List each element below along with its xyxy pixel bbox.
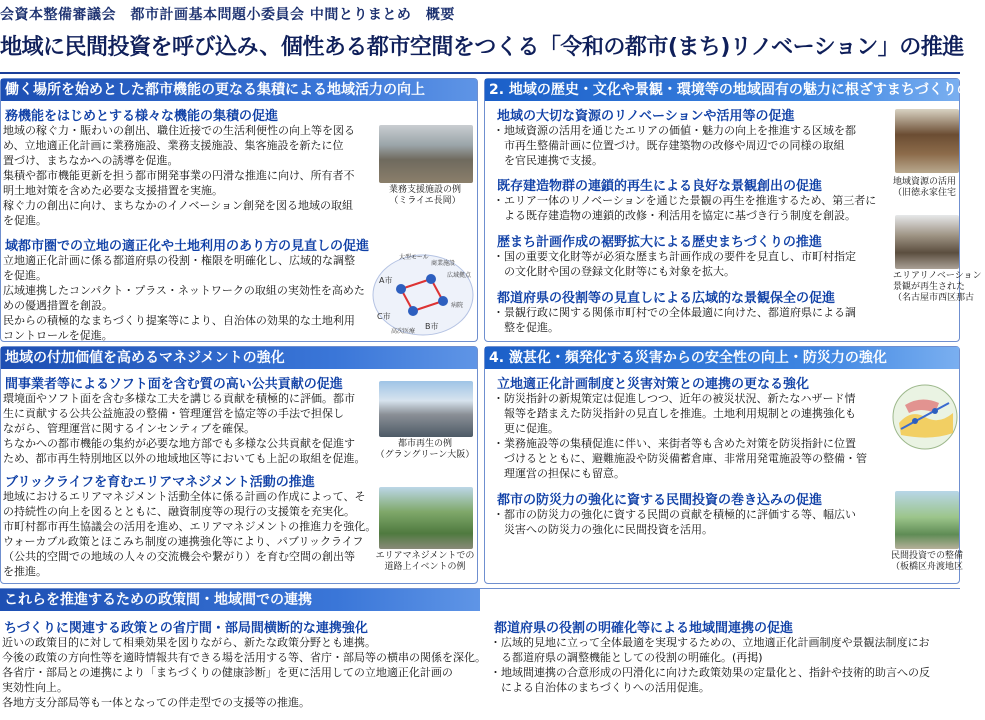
section-4-heading: 4. 激甚化・頻発化する災害からの安全性の向上・防災力の強化 bbox=[485, 347, 959, 369]
text-line: ・防災指針の新規策定は促進しつつ、近年の被災状況、新たなハザード情 bbox=[493, 392, 856, 405]
text-line: を促進。 bbox=[3, 214, 47, 227]
report-header: 会資本整備審議会 都市計画基本問題小委員会 中間とりまとめ 概要 bbox=[0, 7, 455, 23]
disaster-facility-photo bbox=[895, 491, 959, 549]
page-title: 地域に民間投資を呼び込み、個性ある都市空間をつくる「令和の都市(まち)リノベーション」の推進 bbox=[0, 35, 964, 60]
section-5-heading: これらを推進するための政策間・地域間での連携 bbox=[0, 589, 480, 611]
street-event-photo bbox=[379, 487, 473, 549]
text-line: る都道府県の調整機能としての役割の明確化。(再掲) bbox=[490, 651, 763, 664]
text-line: 今後の政策の方向性等を適時情報共有できる場を活用する等、省庁・部局等の横串の関係を深化。 bbox=[2, 651, 486, 664]
text-line: 集積や都市機能更新を担う都市開発事業の円滑な推進に向け、所有者不 bbox=[3, 169, 355, 182]
section-3-body-2 bbox=[3, 489, 377, 583]
text-line: ・エリア一体のリノベーションを通じた景観の再生を推進するため、第三者に bbox=[493, 194, 877, 207]
section-4-body-2 bbox=[493, 507, 891, 539]
section-5-right-subheading: 都道府県の役割の明確化等による地域間連携の促進 bbox=[494, 621, 794, 636]
text-line: 報等を踏まえた防災指針の見直しを推進。土地利用規制との連携強化も bbox=[493, 407, 856, 420]
text-line: 地域の稼ぐ力・賑わいの創出、職住近接での生活利便性の向上等を図る bbox=[3, 124, 355, 137]
text-line: 市町村都市再生協議会の活用を進め、エリアマネジメントの推進力を強化。 bbox=[3, 520, 377, 533]
section-2-body-4 bbox=[493, 305, 889, 337]
section-4-body-1 bbox=[493, 391, 891, 483]
text-line: めの優遇措置を創設。 bbox=[3, 299, 113, 312]
city-node bbox=[396, 284, 406, 294]
section-5-panel bbox=[0, 588, 960, 720]
section-3-body-1 bbox=[3, 391, 373, 469]
evac-node bbox=[912, 418, 918, 424]
text-line: 置づけ、まちなかへの誘導を促進。 bbox=[3, 154, 179, 167]
text-line: 地域におけるエリアマネジメント活動全体に係る計画の作成によって、そ bbox=[3, 490, 366, 503]
heritage-house-caption bbox=[893, 177, 961, 199]
section-3-subheading-1: 間事業者等によるソフト面を含む質の高い公共貢献の促進 bbox=[5, 377, 343, 392]
caption-line: エリアマネジメントでの bbox=[375, 551, 475, 561]
text-line: を促進。 bbox=[3, 269, 47, 282]
text-line: ・国の重要文化財等が必須な歴まち計画作成の要件を見直し、市町村指定 bbox=[493, 250, 856, 263]
urban-regeneration-photo bbox=[379, 381, 473, 437]
renovated-street-caption bbox=[893, 271, 982, 304]
text-line: の文化財や国の登録文化財等にも対象を拡大。 bbox=[493, 265, 735, 278]
city-node bbox=[426, 274, 436, 284]
section-2-subheading-3: 歴まち計画作成の裾野拡大による歴史まちづくりの推進 bbox=[497, 235, 822, 250]
caption-line: 景観が再生された bbox=[893, 282, 966, 292]
section-2-body-1 bbox=[493, 123, 889, 169]
title-divider bbox=[0, 72, 960, 74]
diagram-label: 商業施設 bbox=[431, 260, 456, 267]
caption-line: （ミライエ長岡） bbox=[389, 196, 461, 206]
caption-line: （旧徳永家住宅 bbox=[893, 188, 957, 198]
street-event-caption bbox=[373, 551, 477, 573]
text-line: ながら、管理運営に関するインセンティブを確保。 bbox=[3, 422, 256, 435]
section-1-body-1 bbox=[3, 123, 373, 231]
diagram-label: 高次医療 bbox=[391, 328, 416, 335]
diagram-label: 病院 bbox=[451, 302, 464, 309]
section-1-panel bbox=[0, 78, 478, 342]
text-line: ウォーカブル政策とほこみち制度の連携強化等により、パブリックライフ bbox=[3, 535, 364, 548]
section-2-subheading-4: 都道府県の役割等の見直しによる広域的な景観保全の促進 bbox=[497, 291, 836, 306]
text-line: づけるとともに、避難施設や防災備蓄倉庫、非常用発電施設等の整備・管 bbox=[493, 452, 867, 465]
text-line: ・地域間連携の合意形成の円滑化に向けた政策効果の定量化と、指針や技術的助言への反 bbox=[490, 666, 930, 679]
section-2-heading: 2. 地域の歴史・文化や景観・環境等の地域固有の魅力に根ざすまちづくりの推 bbox=[485, 79, 959, 101]
text-line: 市再生整備計画に位置づけ。既存建築物の改修や周辺での同様の取組 bbox=[493, 139, 845, 152]
caption-line: 業務支援施設の例 bbox=[388, 185, 461, 195]
text-line: （公共的空間での地域の人々の交流機会や繋がり）を育む空間の創出等 bbox=[3, 550, 355, 563]
section-3-panel bbox=[0, 346, 478, 584]
section-4-panel bbox=[484, 346, 964, 584]
section-4-subheading-1: 立地適正化計画制度と災害対策との連携の更なる強化 bbox=[497, 377, 810, 392]
caption-line: （板橋区舟渡地区 bbox=[891, 562, 964, 572]
text-line: ・地域資源の活用を通じたエリアの価値・魅力の向上を推進する区域を都 bbox=[493, 124, 856, 137]
city-node bbox=[408, 306, 418, 316]
text-line: 各地方支分部局等も一体となっての伴走型での支援等の推進。 bbox=[2, 696, 310, 709]
section-2-body-2 bbox=[493, 193, 889, 225]
city-node bbox=[438, 296, 448, 306]
text-line: 立地適正化計画に係る都道府県の役割・権限を明確化し、広域的な調整 bbox=[3, 254, 355, 267]
caption-line: 道路上イベントの例 bbox=[384, 562, 466, 572]
text-line: 各省庁・部局との連携により「まちづくりの健康診断」を更に活用しての立地適正化計画の bbox=[2, 666, 453, 679]
diagram-label: A市 bbox=[379, 276, 393, 285]
text-line: 稼ぐ力の創出に向け、まちなかのイノベーション創発を図る地域の取組 bbox=[3, 199, 354, 212]
text-line: 更に促進。 bbox=[493, 422, 559, 435]
section-3-subheading-2: ブリックライフを育むエリアマネジメント活動の推進 bbox=[5, 475, 315, 490]
text-line: 生に貢献する公共公益施設の整備・管理運営を協定等の手法で担保し bbox=[3, 407, 344, 420]
section-2-body-3 bbox=[493, 249, 889, 281]
text-line: 広域連携したコンパクト・プラス・ネットワークの取組の実効性を高めた bbox=[3, 284, 365, 297]
section-2-subheading-1: 地域の大切な資源のリノベーションや活用等の促進 bbox=[497, 109, 795, 124]
text-line: を推進。 bbox=[3, 565, 47, 578]
heritage-house-photo bbox=[895, 109, 959, 173]
text-line: 近いの政策目的に対して相乗効果を図りながら、新たな政策分野とも連携。 bbox=[2, 636, 376, 649]
diagram-label: C市 bbox=[377, 312, 391, 321]
text-line: 民からの積極的なまちづくり提案等により、自治体の効果的な土地利用 bbox=[3, 314, 355, 327]
caption-line: 都市再生の例 bbox=[397, 439, 452, 449]
section-2-subheading-2: 既存建造物群の連鎖的再生による良好な景観創出の促進 bbox=[497, 179, 823, 194]
business-facility-photo bbox=[379, 125, 473, 183]
section-1-subheading-2: 域都市圏での立地の適正化や土地利用のあり方の見直しの促進 bbox=[5, 239, 370, 254]
section-5-right-body bbox=[490, 635, 960, 715]
text-line: の持続性の向上を図るとともに、融資制度等の現行の支援策を充実化。 bbox=[3, 505, 355, 518]
section-1-subheading-1: 務機能をはじめとする様々な機能の集積の促進 bbox=[5, 109, 279, 124]
text-line: コントロールを促進。 bbox=[3, 329, 113, 342]
text-line: ・景観行政に関する関係市町村での全体最適に向けた、都道府県による調 bbox=[493, 306, 856, 319]
section-5-left-subheading: ちづくりに関連する政策との省庁間・部局間横断的な連携強化 bbox=[4, 621, 368, 636]
evac-node bbox=[932, 408, 938, 414]
text-line: ・都市の防災力の強化に資する民間の貢献を積極的に評価する等、幅広い bbox=[493, 508, 856, 521]
disaster-facility-caption bbox=[891, 551, 964, 573]
diagram-label: 広域拠点 bbox=[447, 272, 472, 279]
text-line: 環境面やソフト面を含む多様な工夫を講じる貢献を積極的に評価。都市 bbox=[3, 392, 355, 405]
section-2-panel bbox=[484, 78, 985, 342]
diagram-label: B市 bbox=[425, 322, 439, 331]
text-line: め、立地適正化計画に業務施設、業務支援施設、集客施設を新たに位 bbox=[3, 139, 344, 152]
text-line: 災害への防災力の強化に民間投資を活用。 bbox=[493, 523, 713, 536]
section-1-body-2 bbox=[3, 253, 371, 345]
caption-line: 地域資源の活用 bbox=[893, 177, 957, 187]
text-line: ・業務施設等の集積促進に伴い、来街者等も含めた対策を防災指針に位置 bbox=[493, 437, 856, 450]
text-line: 理運営の担保にも留意。 bbox=[493, 467, 625, 480]
regional-network-diagram bbox=[371, 249, 475, 339]
caption-line: 民間投資での整備 bbox=[891, 551, 964, 561]
text-line: による自治体のまちづくりへの活用促進。 bbox=[490, 681, 710, 694]
diagram-label: 大型モール bbox=[399, 254, 429, 261]
text-line: 整を促進。 bbox=[493, 321, 559, 334]
text-line: 明土地対策を含めた必要な支援措置を実施。 bbox=[3, 184, 223, 197]
section-3-heading: 地域の付加価値を高めるマネジメントの強化 bbox=[1, 347, 477, 369]
caption-line: （グラングリーン大阪） bbox=[375, 450, 475, 460]
text-line: よる既存建造物の連鎖的改修・利活用を協定に基づき行う制度を創設。 bbox=[493, 209, 856, 222]
hazard-map-diagram bbox=[891, 383, 959, 451]
text-line: 実効性向上。 bbox=[2, 681, 68, 694]
caption-line: （名古屋市西区那古 bbox=[893, 293, 975, 303]
text-line: ため、都市再生特別地区以外の地域地区等においても上記の取組を促進。 bbox=[3, 452, 366, 465]
renovated-street-photo bbox=[895, 215, 959, 269]
section-5-left-body bbox=[2, 635, 486, 715]
business-facility-caption bbox=[373, 185, 477, 207]
region-area bbox=[373, 255, 473, 335]
section-4-subheading-2: 都市の防災力の強化に資する民間投資の巻き込みの促進 bbox=[497, 493, 823, 508]
text-line: を官民連携で支援。 bbox=[493, 154, 603, 167]
caption-line: エリアリノベーション bbox=[893, 271, 982, 281]
text-line: ・広域的見地に立って全体最適を実現するための、立地適正化計画制度や景観法制度にお bbox=[490, 636, 930, 649]
text-line: ちなかへの都市機能の集約が必要な地方部でも多様な公共貢献を促進す bbox=[3, 437, 355, 450]
section-1-heading: 働く場所を始めとした都市機能の更なる集積による地域活力の向上 bbox=[1, 79, 477, 101]
urban-regeneration-caption bbox=[373, 439, 477, 461]
